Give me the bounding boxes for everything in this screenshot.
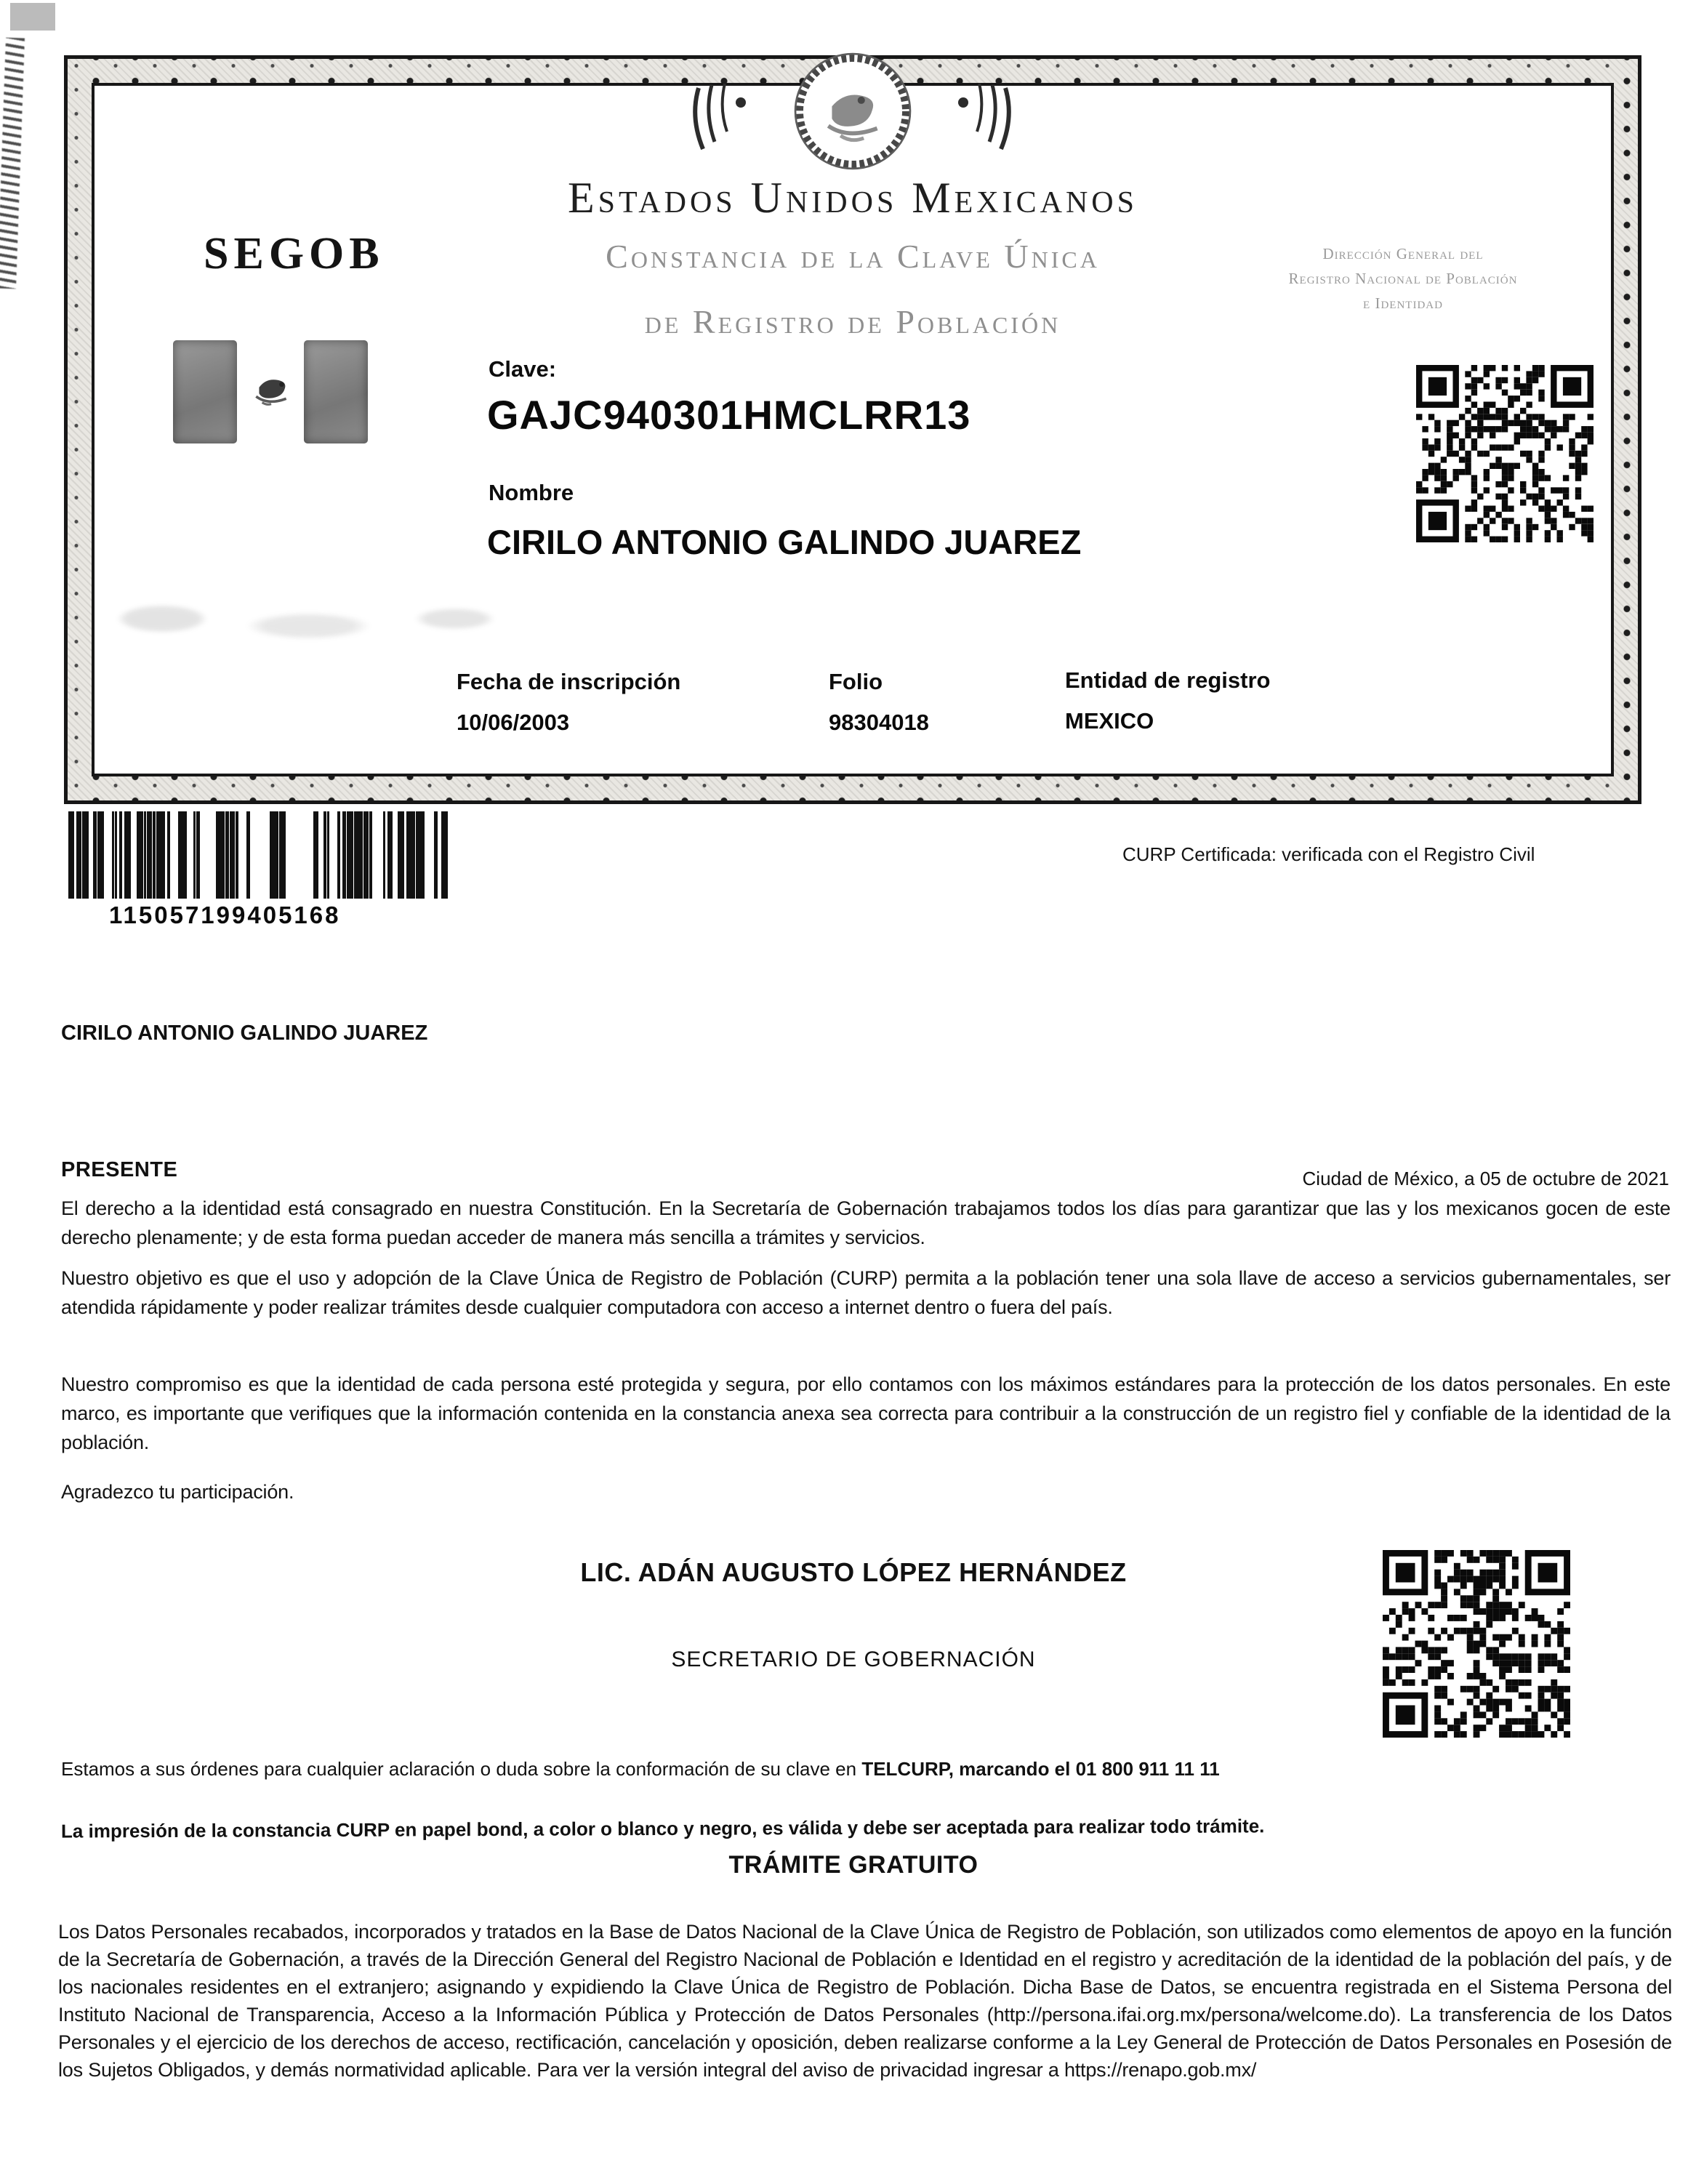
free-procedure-notice: TRÁMITE GRATUITO	[728, 1851, 978, 1879]
nombre-label: Nombre	[489, 480, 574, 505]
contact-text: Estamos a sus órdenes para cualquier aclaración o duda sobre la conformación de su clave en	[61, 1758, 862, 1780]
curp-certificate	[64, 55, 1641, 804]
issuing-department	[1258, 241, 1548, 316]
barcode-number: 115057199405168	[109, 902, 341, 928]
privacy-notice-paragraph: Los Datos Personales recabados, incorporados y tratados en la Base de Datos Nacional de la Clave Única de Registro de Población, son utilizados como elementos de apoyo en la función de la Secretaría de Gobernación, a través de la Dirección General del Registro Nacional de Población e Identidad en el registro y acreditación de la identidad de la población del país, y de los nacionales residentes en el extranjero; asignando y expidiendo la Clave Única de Registro de Población. Dicha Base de Datos, se encuentra registrada en el Sistema Persona del Instituto Nacional de Transparencia, Acceso a la Información Pública y Protección de Datos Personales (http://persona.ifai.org.mx/persona/welcome.do). La transferencia de los Datos Personales y el ejercicio de los derechos de acceso, rectificación, cancelación y oposición, deben realizarse conforme a la Ley General de Protección de Datos Personales en Posesión de los Sujetos Obligados, y demás normatividad aplicable. Para ver la versión integral del aviso de privacidad ingresar a https://renapo.gob.mx/	[58, 1921, 1672, 2081]
entidad-registro-value: MEXICO	[1065, 708, 1154, 734]
fecha-inscripcion-label: Fecha de inscripción	[457, 669, 681, 694]
telcurp-phone: TELCURP, marcando el 01 800 911 11 11	[861, 1758, 1220, 1780]
signer-title: SECRETARIO DE GOBERNACIÓN	[671, 1647, 1036, 1671]
border-flourish-icon	[684, 81, 757, 161]
letter-addressee: CIRILO ANTONIO GALINDO JUAREZ	[61, 1021, 428, 1045]
national-seal-icon	[792, 50, 914, 172]
letter-paragraph: Nuestro compromiso es que la identidad de cada persona esté protegida y segura, por ello contamos con los máximos estándares para la protección de los datos personales. En este marco, es importante que verifiques que la información contenida en la constancia anexa sea correcta para contribuir a la construcción de un registro fiel y confiable de la identidad de la población.	[61, 1373, 1671, 1453]
department-line: e Identidad	[1363, 294, 1443, 312]
entidad-registro-label: Entidad de registro	[1065, 667, 1271, 693]
flag-eagle-icon	[249, 369, 294, 411]
department-line: Registro Nacional de Población	[1288, 270, 1518, 287]
letter-dateline: Ciudad de México, a 05 de octubre de 2021	[1302, 1168, 1669, 1189]
folio-label: Folio	[829, 669, 883, 694]
barcode	[68, 811, 448, 899]
clave-label: Clave:	[489, 356, 557, 382]
page-title: Estados Unidos Mexicanos	[567, 174, 1138, 222]
border-flourish-icon	[947, 81, 1020, 161]
folio-value: 98304018	[829, 710, 929, 735]
letter-paragraph: Nuestro objetivo es que el uso y adopción de la Clave Única de Registro de Población (CURP) permita a la población tener una sola llave de acceso a servicios gubernamentales, ser atendida rápidamente y poder realizar trámites desde cualquier computadora con acceso a internet dentro o fuera del país.	[61, 1267, 1671, 1318]
scan-artifact	[10, 3, 55, 31]
letter-closing: Agradezco tu participación.	[61, 1481, 294, 1503]
cert-subtitle-line2: de Registro de Población	[644, 303, 1061, 340]
curp-clave-value: GAJC940301HMCLRR13	[487, 392, 971, 438]
nombre-value: CIRILO ANTONIO GALINDO JUAREZ	[487, 523, 1082, 561]
certification-note: CURP Certificada: verificada con el Registro Civil	[1122, 843, 1535, 865]
qr-code	[1383, 1550, 1570, 1738]
letter-salutation: PRESENTE	[61, 1158, 178, 1181]
qr-code	[1416, 365, 1594, 542]
contact-line	[61, 1758, 1220, 1780]
fecha-inscripcion-value: 10/06/2003	[457, 710, 570, 735]
cert-subtitle-line1: Constancia de la Clave Única	[606, 238, 1100, 275]
flag-red-panel	[304, 340, 368, 443]
signer-name: LIC. ADÁN AUGUSTO LÓPEZ HERNÁNDEZ	[580, 1557, 1127, 1587]
flag-green-panel	[173, 340, 237, 443]
letter-paragraph: El derecho a la identidad está consagrado en nuestra Constitución. En la Secretaría de Gobernación trabajamos todos los días para garantizar que las y los mexicanos gocen de este derecho plenamente; y de esta forma puedan acceder de manera más sencilla a trámites y servicios.	[61, 1197, 1671, 1248]
department-line: Dirección General del	[1322, 245, 1484, 262]
ghost-watermark	[109, 586, 552, 659]
print-validity-notice: La impresión de la constancia CURP en papel bond, a color o blanco y negro, es válida y debe ser aceptada para realizar todo trámite.	[60, 1815, 1265, 1842]
segob-logo: SEGOB	[204, 229, 385, 278]
scan-artifact	[0, 38, 25, 289]
mexican-flag	[173, 340, 368, 443]
